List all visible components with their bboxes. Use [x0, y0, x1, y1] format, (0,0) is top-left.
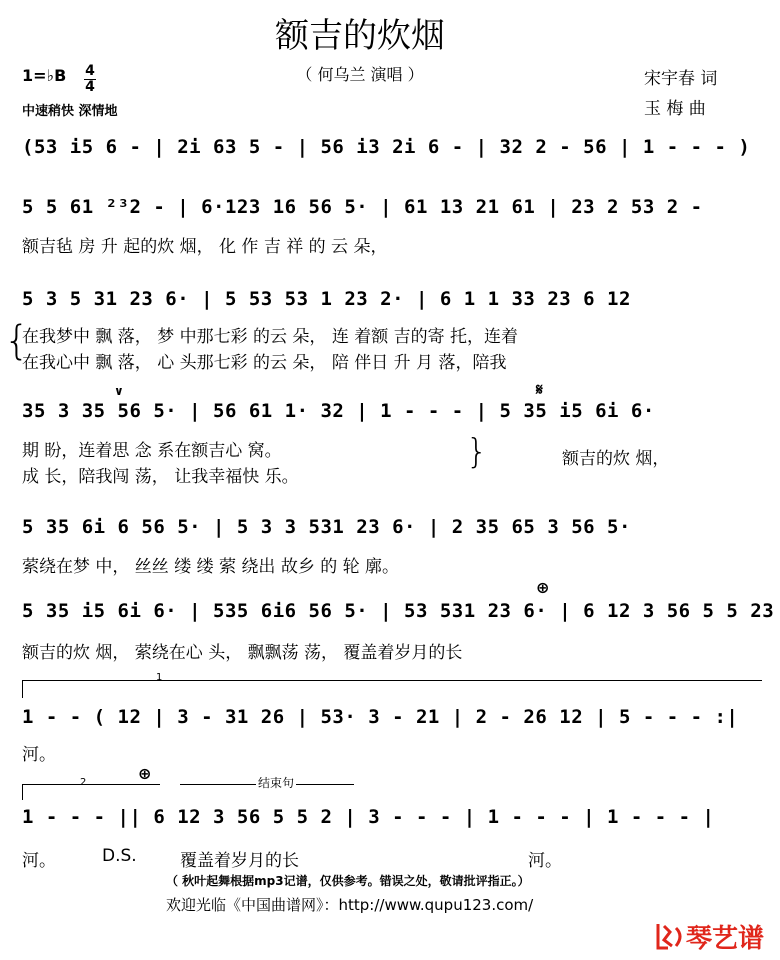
meter-top: 4 — [85, 63, 95, 79]
volta-2-label: 2 — [80, 777, 87, 788]
volta-1-line — [22, 680, 762, 681]
qinyipu-logo-icon — [654, 920, 686, 952]
lyric-row-8-coda: 覆盖着岁月的长 — [180, 851, 299, 871]
notation-row-3: 5 3 5 31 23 6· | 5 53 53 1 23 2· | 6 1 1 33 23 6 12 — [22, 288, 631, 310]
notation-row-6: 5 35 i5 6i 6· | 535 6i6 56 5· | 53 531 23 6· | 6 12 3 56 5 5 23 — [22, 600, 775, 622]
refrain-lyric: 额吉的炊 烟， — [562, 449, 670, 469]
meter-bottom: 4 — [85, 79, 95, 95]
lyric-row-3-verse-1: 在我梦中 飘 落， 梦 中那七彩 的云 朵， 连 着额 吉的寄 托，连着 — [22, 327, 519, 347]
notation-row-4: 35 3 35 56 5· | 56 61 1· 32 | 1 - - - | 5 35 i5 6i 6· — [22, 400, 655, 422]
composer-credit: 玉 梅 曲 — [644, 99, 706, 119]
lyric-row-2: 额吉毡 房 升 起的炊 烟， 化 作 吉 祥 的 云 朵， — [22, 237, 388, 257]
dal-segno-mark: D.S. — [102, 846, 137, 866]
key-signature: 1=♭B — [22, 66, 67, 85]
breath-mark: ∨ — [114, 384, 124, 398]
time-signature — [84, 64, 96, 95]
transcription-note: （ 秋叶起舞根据mp3记谱，仅供参考。错误之处，敬请批评指正。） — [166, 874, 530, 888]
lyric-row-4-verse-2: 成 长，陪我闯 荡， 让我幸福快 乐。 — [22, 467, 299, 487]
notation-row-2: 5 5 61 ²³2 - | 6·123 16 56 5· | 61 13 21 61 | 23 2 53 2 - — [22, 196, 703, 218]
notation-row-8: 1 - - - || 6 12 3 56 5 5 2 | 3 - - - | 1 - - - | 1 - - - | — [22, 806, 715, 828]
website-credit: 欢迎光临《中国曲谱网》：http://www.qupu123.com/ — [166, 896, 534, 914]
lyric-row-8-end: 河。 — [22, 851, 56, 871]
song-title: 额吉的炊烟 — [275, 16, 445, 56]
lyric-row-5: 萦绕在梦 中， 丝丝 缕 缕 萦 绕出 故乡 的 轮 廓。 — [22, 557, 400, 577]
volta-2-line — [22, 784, 160, 785]
lyric-row-7: 河。 — [22, 745, 56, 765]
notation-row-5: 5 35 6i 6 56 5· | 5 3 3 531 23 6· | 2 35 65 3 56 5· — [22, 516, 631, 538]
notation-row-1: (53 i5 6 - | 2i 63 5 - | 56 i3 2i 6 - | 32 2 - 56 | 1 - - - ) — [22, 136, 751, 158]
verse-brace: { — [4, 318, 30, 364]
qinyipu-logo-text: 琴艺谱 — [686, 924, 765, 954]
lyricist-credit: 宋宇春 词 — [644, 69, 718, 89]
singer-credit: （ 何乌兰 演唱 ） — [296, 65, 424, 84]
coda-sign-1: ⊕ — [536, 578, 550, 597]
notation-row-7: 1 - - ( 12 | 3 - 31 26 | 53· 3 - 21 | 2 - 26 12 | 5 - - - :| — [22, 706, 739, 728]
lyric-row-4-verse-1: 期 盼，连着思 念 系在额吉心 窝。 — [22, 441, 282, 461]
ending-label: 结束句 — [258, 776, 295, 790]
lyric-row-8-final: 河。 — [528, 851, 562, 871]
lyric-row-3-verse-2: 在我心中 飘 落， 心 头那七彩 的云 朵， 陪 伴日 升 月 落，陪我 — [22, 353, 507, 373]
coda-sign-2: ⊕ — [138, 764, 152, 783]
lyric-row-6: 额吉的炊 烟， 萦绕在心 头， 飘飘荡 荡， 覆盖着岁月的长 — [22, 643, 463, 663]
tempo-marking: 中速稍快 深情地 — [22, 104, 118, 119]
volta-1-label: 1 — [156, 672, 163, 683]
verse-brace-close: } — [466, 432, 488, 472]
segno-sign: 𝄋 — [536, 380, 543, 399]
